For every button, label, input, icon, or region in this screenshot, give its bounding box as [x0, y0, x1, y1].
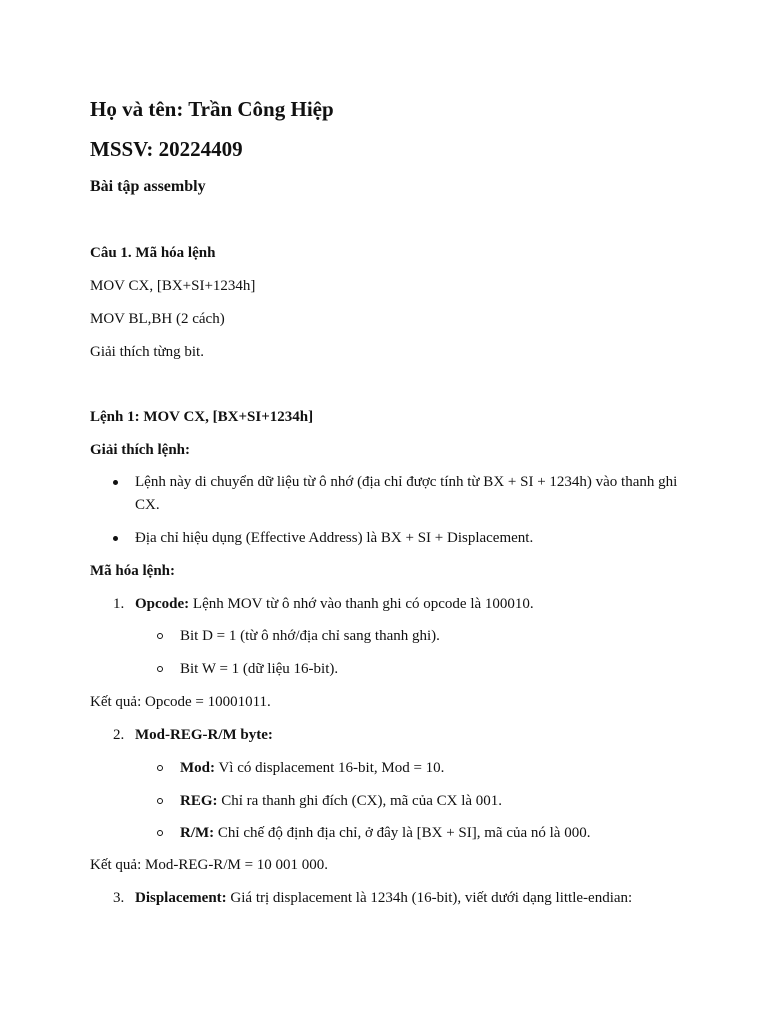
circle-bullet-icon [157, 765, 163, 771]
circle-bullet-icon [157, 798, 163, 804]
sub-item-text [180, 758, 444, 778]
bullet-text: Lệnh này di chuyển dữ liệu từ ô nhớ (địa chỉ được tính từ BX + SI + 1234h) vào thanh ghi CX. [135, 474, 678, 513]
circle-bullet-icon [157, 830, 163, 836]
question-line-3: Giải thích từng bit. [90, 344, 204, 360]
encode-heading: Mã hóa lệnh: [90, 563, 176, 579]
circle-bullet-icon [157, 666, 163, 672]
bullet-icon [113, 536, 118, 541]
step-label: Displacement: [135, 890, 227, 906]
bullet-icon [113, 480, 118, 485]
step-result: Kết quả: Mod-REG-R/M = 10 001 000. [90, 857, 329, 873]
sub-item-text [180, 791, 502, 811]
student-name: Họ và tên: Trần Công Hiệp [90, 97, 334, 121]
step-text [135, 725, 273, 745]
sub-item-text: Bit D = 1 (từ ô nhớ/địa chỉ sang thanh ghi). [180, 628, 440, 644]
sub-item-description: Chỉ ra thanh ghi đích (CX), mã của CX là 001. [217, 793, 503, 809]
question-line-2: MOV BL,BH (2 cách) [90, 311, 225, 327]
explain-heading: Giải thích lệnh: [90, 442, 191, 458]
lenh1-title: Lệnh 1: MOV CX, [BX+SI+1234h] [90, 409, 314, 425]
step-text [135, 594, 534, 614]
sub-item-label: R/M: [180, 825, 215, 841]
step-number: 1. [113, 596, 125, 612]
step-text [135, 888, 632, 908]
step-description: Giá trị displacement là 1234h (16-bit), viết dưới dạng little-endian: [226, 890, 633, 906]
step-label: Opcode: [135, 596, 190, 612]
assignment-title: Bài tập assembly [90, 178, 206, 195]
step-label: Mod-REG-R/M byte: [135, 727, 273, 743]
step-number: 2. [113, 727, 125, 743]
bullet-text: Địa chỉ hiệu dụng (Effective Address) là BX + SI + Displacement. [135, 530, 534, 546]
sub-item-description: Vì có displacement 16-bit, Mod = 10. [215, 760, 445, 776]
step-result: Kết quả: Opcode = 10001011. [90, 694, 271, 710]
sub-item-description: Chỉ chế độ định địa chỉ, ở đây là [BX + SI], mã của nó là 000. [214, 825, 591, 841]
step-description: Lệnh MOV từ ô nhớ vào thanh ghi có opcode là 100010. [189, 596, 534, 612]
sub-item-text [180, 823, 590, 843]
question-title: Câu 1. Mã hóa lệnh [90, 245, 216, 261]
sub-item-label: REG: [180, 793, 218, 809]
sub-item-text: Bit W = 1 (dữ liệu 16-bit). [180, 661, 339, 677]
student-id: MSSV: 20224409 [90, 137, 243, 161]
question-line-1: MOV CX, [BX+SI+1234h] [90, 278, 256, 294]
circle-bullet-icon [157, 633, 163, 639]
sub-item-label: Mod: [180, 760, 215, 776]
step-number: 3. [113, 890, 125, 906]
